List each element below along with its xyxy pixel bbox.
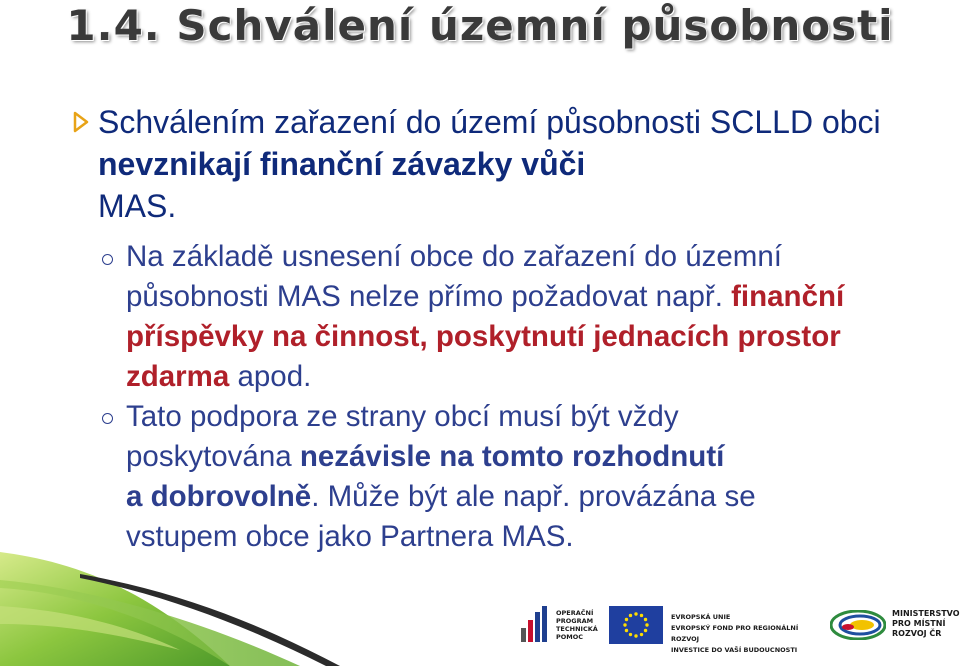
sub-1-line1: Na základě usnesení obce do zařazení do územní [126,240,782,273]
eu-line-1: EVROPSKÁ UNIE [671,613,731,621]
sub-2-line2a: poskytována [126,440,300,473]
eu-star-icon [645,623,648,626]
mmr-line-2: PRO MÍSTNÍ [892,619,946,628]
sub-1-line2b: finanční [731,280,845,313]
optp-line-1: OPERAČNÍ [556,609,594,617]
optp-line-4: POMOC [556,633,584,641]
sub-1-line3: příspěvky na činnost, poskytnutí jednacích prostor [126,320,841,353]
eu-star-icon [625,618,628,621]
sub-1-line4a: zdarma [126,360,230,393]
eu-star-icon [644,629,647,632]
sub-bullet-1 [126,237,926,397]
eu-star-icon [623,623,626,626]
optp-logo-text [556,609,598,641]
optp-line-2: PROGRAM [556,617,594,625]
eu-line-2: EVROPSKÝ FOND PRO REGIONÁLNÍ ROZVOJ [671,624,799,643]
eu-flag-icon [609,606,663,644]
sub-2-line3b: . Může být ale např. provázána se [311,480,756,513]
sub-2-line3a: a dobrovolně [126,480,312,513]
eu-star-icon [629,633,632,636]
circle-bullet-icon [102,413,113,424]
bullet-1-line3: MAS. [98,188,177,224]
sub-2-line2b: nezávisle na tomto rozhodnutí [299,440,725,473]
eu-star-icon [644,618,647,621]
sub-1-line2a: působnosti MAS nelze přímo požadovat např. [126,280,732,313]
eu-star-icon [640,633,643,636]
slide-title: 1.4. Schválení územní působnosti [66,1,894,50]
sub-2-line1: Tato podpora ze strany obcí musí být vždy [126,400,679,433]
sub-2-line4: vstupem obce jako Partnera MAS. [126,520,574,553]
eu-star-icon [629,614,632,617]
bullet-1-bold: nevznikají finanční závazky vůči [98,146,586,182]
mmr-logo-icon [830,610,886,640]
bullet-1 [98,101,928,227]
sub-bullet-2 [126,397,926,557]
sub-1-line4b: apod. [229,360,312,393]
triangle-bullet-icon [72,111,90,133]
mmr-line-3: ROZVOJ ČR [892,629,942,638]
optp-line-3: TECHNICKÁ [556,625,598,633]
mmr-logo-text [892,609,960,639]
eu-line-3: INVESTICE DO VAŠÍ BUDOUCNOSTI [671,646,798,654]
bullet-1-text: Schválením zařazení do území působnosti SCLLD obci [98,104,881,140]
eu-star-icon [625,629,628,632]
eu-star-icon [634,612,637,615]
eu-logo-text [671,612,821,656]
mmr-line-1: MINISTERSTVO [892,609,960,618]
circle-bullet-icon [102,254,113,265]
eu-star-icon [640,614,643,617]
optp-logo-icon [519,606,555,644]
eu-star-icon [634,634,637,637]
